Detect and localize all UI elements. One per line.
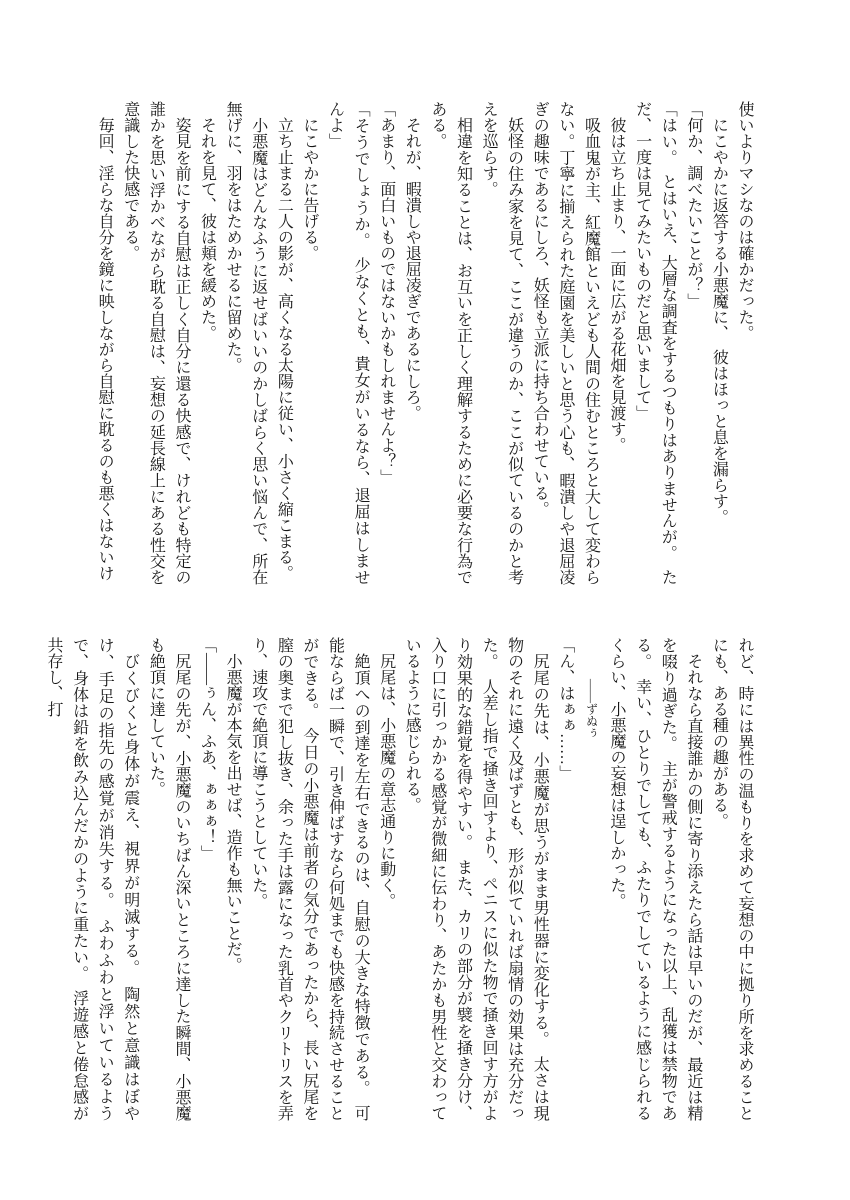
- paragraph: 相違を知ることは、お互いを正しく理解するために必要な行為である。: [428, 101, 472, 585]
- paragraph: 小悪魔が本気を出せば、造作も無いことだ。: [224, 653, 242, 973]
- paragraph: それが、暇潰しや退屈凌ぎであるにしろ。: [403, 117, 421, 421]
- paragraph: 尻尾の先が、小悪魔のいちばん深いところに達した瞬間、小悪魔も絶頂に達していた。: [147, 637, 190, 1121]
- paragraph: 姿見を前にする自慰は正しく自分に還る快感で、けれども特定の誰かを思い浮かべながら耽る自慰は、妄想の延長線上にある性交を意識した快感である。: [121, 101, 190, 585]
- paragraph: 絶頂への到達を左右できるのは、自慰の大きな特徴である。 可能ならば一瞬で、引き伸ばすなら何処までも快感を持続させることができる。 今日の小悪魔は前者の気分であったから、長い尻尾を膣の奥まで犯し抜き、余った手は露になった乳首やクリトリスを弄り、速攻で絶頂に導こうとしていた。: [249, 637, 370, 1121]
- paragraph: れど、時には異性の温もりを求めて妄想の中に拠り所を求めることにも、ある種の趣がある。: [710, 637, 753, 1122]
- sound-effect-line: ――ずぬぅ: [584, 679, 599, 739]
- paragraph: 尻尾の先は、小悪魔が思うがまま男性器に変化する。 太さは現物のそれに遠く及ばずとも、形が似ていれば扇情の効果は充分だった。 人差し指で掻き回すより、ペニスに似た物で掻き回す方がより効果的な錯覚を得やすい。 また、カリの部分が襞を掻き分け、入り口に引っかかる感覚が微細に伝わり、あたかも男性と交わっているように感じられる。: [403, 637, 549, 1121]
- paragraph: 「――ぅん、ふあ、ぁぁぁ！」: [198, 637, 216, 861]
- paragraph: 「はい。 とはいえ、大層な調査をするつもりはありませんが。 ただ、一度は見てみたいものだと思いまして」: [633, 101, 677, 585]
- paragraph: 立ち止まる二人の影が、高くなる太陽に従い、小さく縮こまる。: [275, 117, 293, 581]
- text-block-top: [92, 101, 757, 585]
- paragraph: 妖怪の住み家を見て、ここが違うのか、ここが似ているのかと考えを巡らす。: [480, 101, 523, 585]
- paragraph: 「そうでしょうか。 少なくとも、貴女がいるなら、退屈はしませんよ」: [326, 101, 370, 585]
- paragraph: びくびくと身体が震え、視界が明滅する。 陶然と意識はぼやけ、手足の指先の感覚が消失する。 ふわふわと浮いているようで、身体は鉛を飲み込んだかのように重たい。 浮遊感と倦怠感が共存し、打: [44, 637, 139, 1121]
- paragraph: 尻尾は、小悪魔の意志通りに動く。: [377, 653, 395, 909]
- paragraph: 彼は立ち止まり、一面に広がる花畑を見渡す。: [608, 117, 626, 453]
- paragraph: 「あまり、面白いものではないかもしれませんよ？」: [377, 101, 395, 485]
- paragraph: にこやかに告げる。: [300, 117, 318, 261]
- paragraph: 「何か、調べたいことが？」: [684, 101, 702, 309]
- paragraph: 「ん、はぁぁ……」: [556, 637, 574, 781]
- paragraph: 毎回、淫らな自分を鏡に映しながら自慰に耽るのも悪くはないけ: [96, 117, 114, 581]
- paragraph: それを見て、彼は頬を緩めた。: [198, 117, 216, 341]
- paragraph: にこやかに返答する小悪魔に、 彼はほっと息を漏らす。: [710, 117, 728, 525]
- paragraph: 使いよりマシなのは確かだった。: [736, 101, 753, 341]
- text-block-bottom: [40, 637, 757, 1121]
- paragraph: それなら直接誰かの側に寄り添えたら話は早いのだが、最近は精を啜り過ぎた。 主が警戒するようになった以上、乱獲は禁物である。 幸い、ひとりでしても、ふたりでしているように感じられるくらい、小悪魔の妄想は逞しかった。: [608, 637, 702, 1121]
- paragraph: 吸血鬼が主、紅魔館といえども人間の住むところと大して変わらない。丁寧に揃えられた庭園を美しいと思う心も、暇潰しや退屈凌ぎの趣味であるにしろ、妖怪も立派に持ち合わせている。: [531, 101, 600, 585]
- paragraph: 小悪魔はどんなふうに返せばいいのかしばらく思い悩んで、所在無げに、羽をはためかせるに留めた。: [224, 101, 267, 585]
